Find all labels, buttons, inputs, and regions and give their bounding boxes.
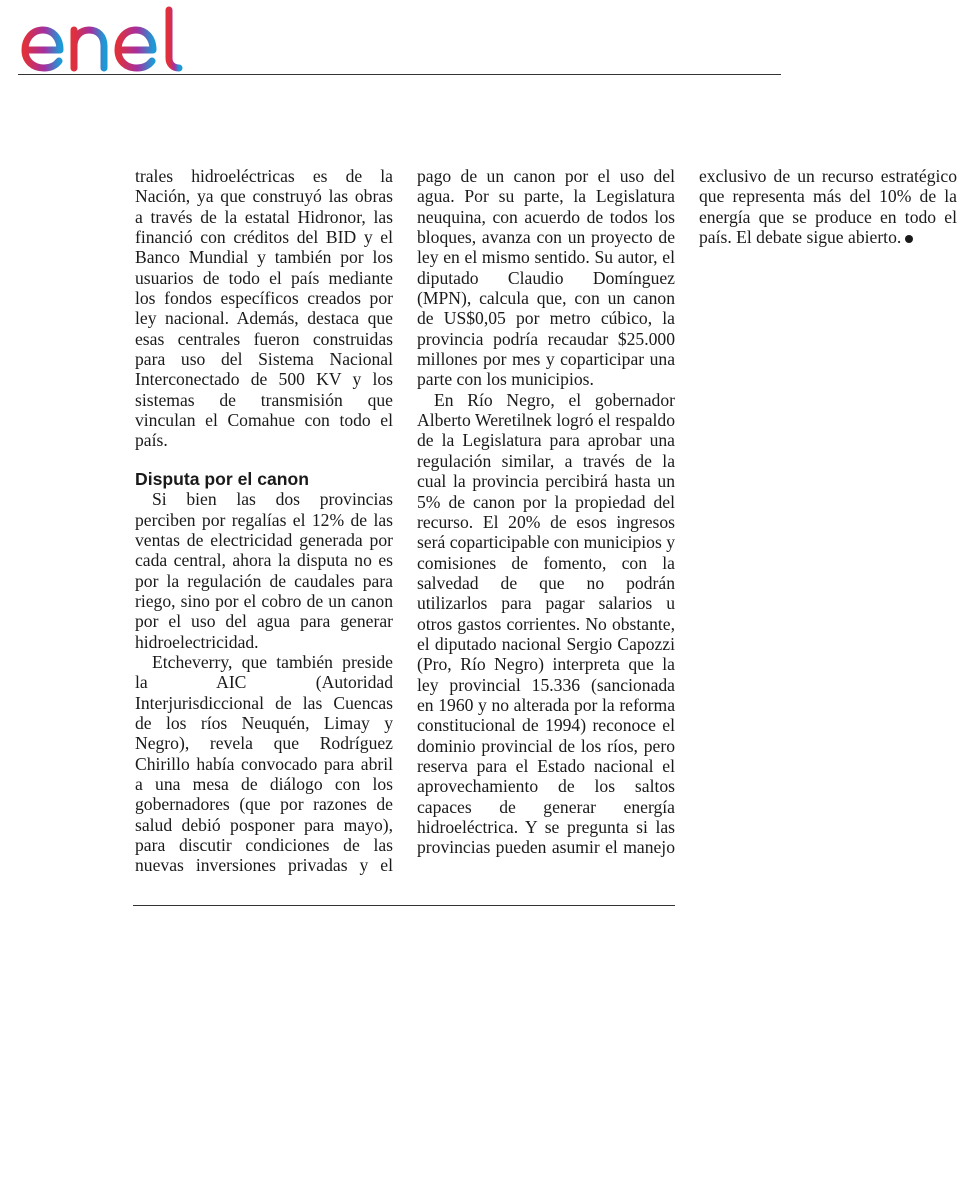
paragraph: trales hidroeléctricas es de la Nación, ya que construyó las obras a través de la estatal Hidronor, las financió con créditos del BID y el Banco Mundial y también por los usuarios de todo el país mediante los fondos específicos creados por ley nacional. Además, destaca que esas centrales fueron construidas para uso del Sistema Nacional Interconectado de 500 KV y los sistemas de transmisión que vinculan el Comahue con todo el país. bbox=[135, 166, 393, 451]
paragraph: Si bien las dos provincias perciben por regalías el 12% de las ventas de electricidad generada por cada central, ahora la disputa no es por la regulación de caudales para riego, sino por el cobro de un canon por el uso del agua para generar hidroelectricidad. bbox=[135, 489, 393, 652]
paragraph-text: En Río Negro, el gobernador Alberto Weretilnek logró el respaldo de la Legislatura para aprobar una regulación similar, a través de la cual la provincia percibirá hasta un 5% de canon por la propiedad del recurso. El 20% de esos ingresos será coparticipable con municipios y comisiones de fomento, con la salvedad de que no podrán utilizarlos para pagar salarios u otros gastos corrientes. No obstante, el diputado nacional Sergio Capozzi (Pro, Río Negro) interpreta que la ley provincial 15.336 (sancionada en 1960 y no alterada por la reforma constitucional de 1994) reconoce el dominio provincial de los ríos, pero reserva para el Estado nacional el aprovechamiento de los saltos capaces de generar energía hidroeléctrica. Y se pregunta si las provincias pueden asumir el manejo exclusivo de un recurso estratégico que representa más del 10% de la energía que se produce en todo el país. El debate sigue abierto. bbox=[417, 166, 957, 858]
header-rule bbox=[18, 74, 781, 75]
article-body bbox=[135, 166, 957, 878]
subheading: Disputa por el canon bbox=[135, 468, 310, 489]
enel-logo bbox=[18, 4, 194, 72]
footer-rule bbox=[133, 905, 675, 906]
end-mark-icon bbox=[905, 235, 913, 243]
paragraph: Etcheverry, que también preside la AIC (Autoridad Interjurisdiccional de las Cuencas de los ríos Neuquén, Limay y Negro), revela que Rodríguez Chirillo había convocado para abril a una mesa de diálogo con los gobernadores (que por razones de salud debió posponer para mayo), para discutir condiciones de las nuevas inversiones privadas y el pago de un canon por el uso del agua. Por su parte, la Legislatura neuquina, con acuerdo de todos los bloques, avanza con un proyecto de ley en el mismo sentido. Su autor, el diputado Claudio Domínguez (MPN), calcula que, con un canon de US$0,05 por metro cúbico, la provincia podría recaudar $25.000 millones por mes y coparticipar una parte con los municipios. bbox=[135, 166, 675, 876]
